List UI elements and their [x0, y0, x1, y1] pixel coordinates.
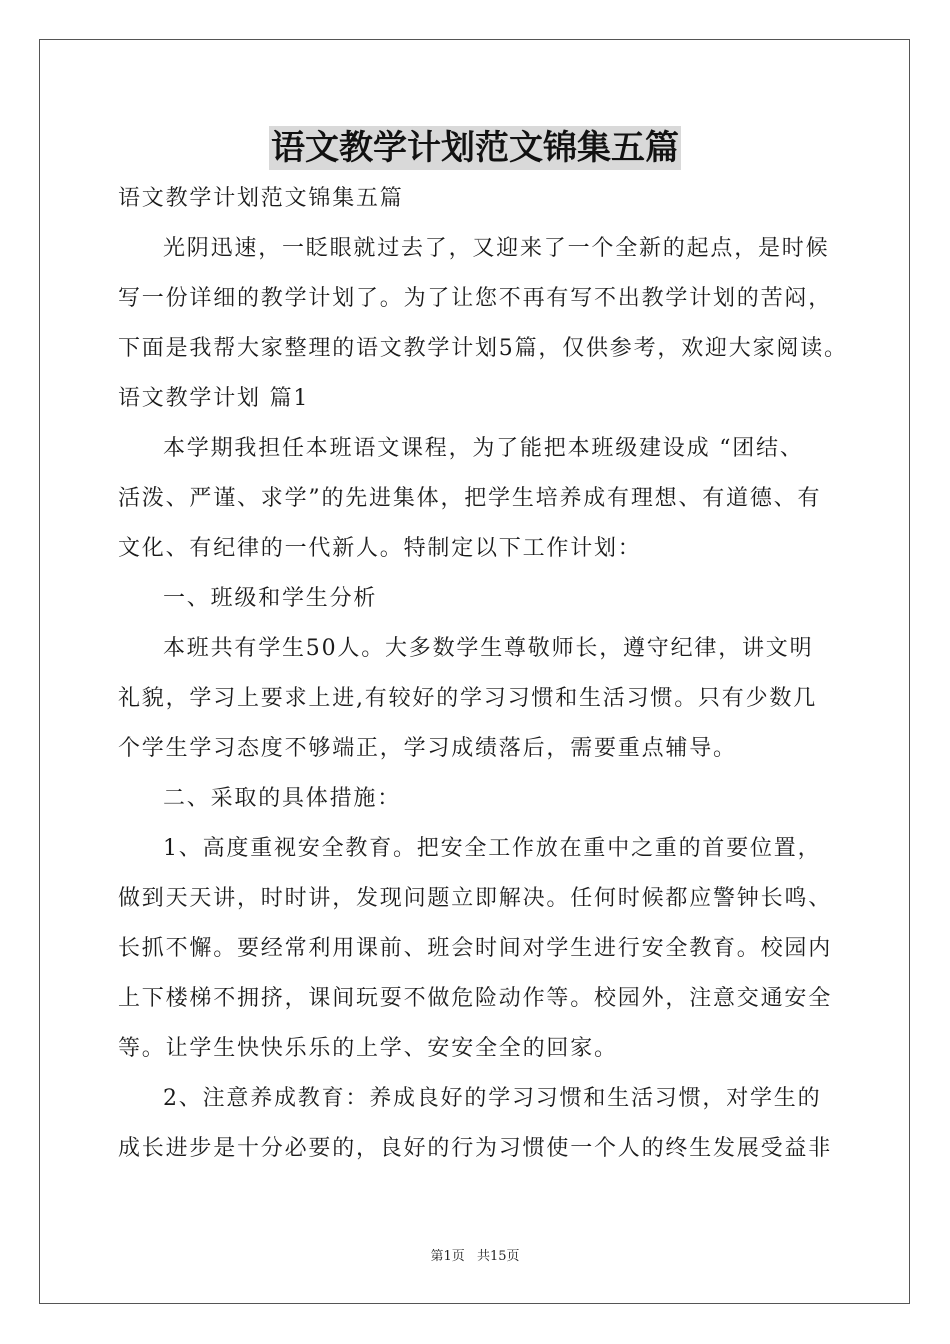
text-line: 1、高度重视安全教育。把安全工作放在重中之重的首要位置，: [163, 836, 822, 861]
page-total: 共15页: [476, 1249, 520, 1264]
text-line: 写一份详细的教学计划了。为了让您不再有写不出教学计划的苦闷，: [118, 286, 833, 311]
text-line: 礼貌，学习上要求上进,有较好的学习习惯和生活习惯。只有少数几: [118, 686, 817, 711]
text-line: 下面是我帮大家整理的语文教学计划5篇，仅供参考，欢迎大家阅读。: [118, 336, 848, 361]
subheading-line: 一、班级和学生分析: [163, 586, 378, 611]
text-line: 光阴迅速，一眨眼就过去了，又迎来了一个全新的起点，是时候: [163, 236, 830, 261]
text-line: 做到天天讲，时时讲，发现问题立即解决。任何时候都应警钟长鸣、: [118, 886, 833, 911]
text-line: 上下楼梯不拥挤，课间玩耍不做危险动作等。校园外，注意交通安全: [118, 986, 833, 1011]
text-line: 2、注意养成教育：养成良好的学习习惯和生活习惯，对学生的: [163, 1086, 822, 1111]
text-line: 个学生学习态度不够端正，学习成绩落后，需要重点辅导。: [118, 736, 737, 761]
document-title: 语文教学计划范文锦集五篇: [271, 128, 679, 168]
text-line: 成长进步是十分必要的，良好的行为习惯使一个人的终生发展受益非: [118, 1136, 833, 1161]
page-border: [39, 39, 910, 1304]
text-line: 本学期我担任本班语文课程，为了能把本班级建设成 “团结、: [163, 436, 804, 461]
section-heading: 语文教学计划 篇1: [118, 386, 310, 411]
text-line: 长抓不懈。要经常利用课前、班会时间对学生进行安全教育。校园内: [118, 936, 833, 961]
subtitle-line: 语文教学计划范文锦集五篇: [118, 186, 404, 211]
title-wrap: [0, 126, 950, 170]
text-line: 文化、有纪律的一代新人。特制定以下工作计划：: [118, 536, 642, 561]
page-footer: [0, 1248, 950, 1266]
text-line: 活泼、严谨、求学”的先进集体，把学生培养成有理想、有道德、有: [118, 486, 822, 511]
text-line: 等。让学生快快乐乐的上学、安安全全的回家。: [118, 1036, 618, 1061]
page-number: 第1页: [430, 1249, 465, 1264]
subheading-line: 二、采取的具体措施：: [163, 786, 402, 811]
text-line: 本班共有学生50人。大多数学生尊敬师长，遵守纪律，讲文明: [163, 636, 814, 661]
